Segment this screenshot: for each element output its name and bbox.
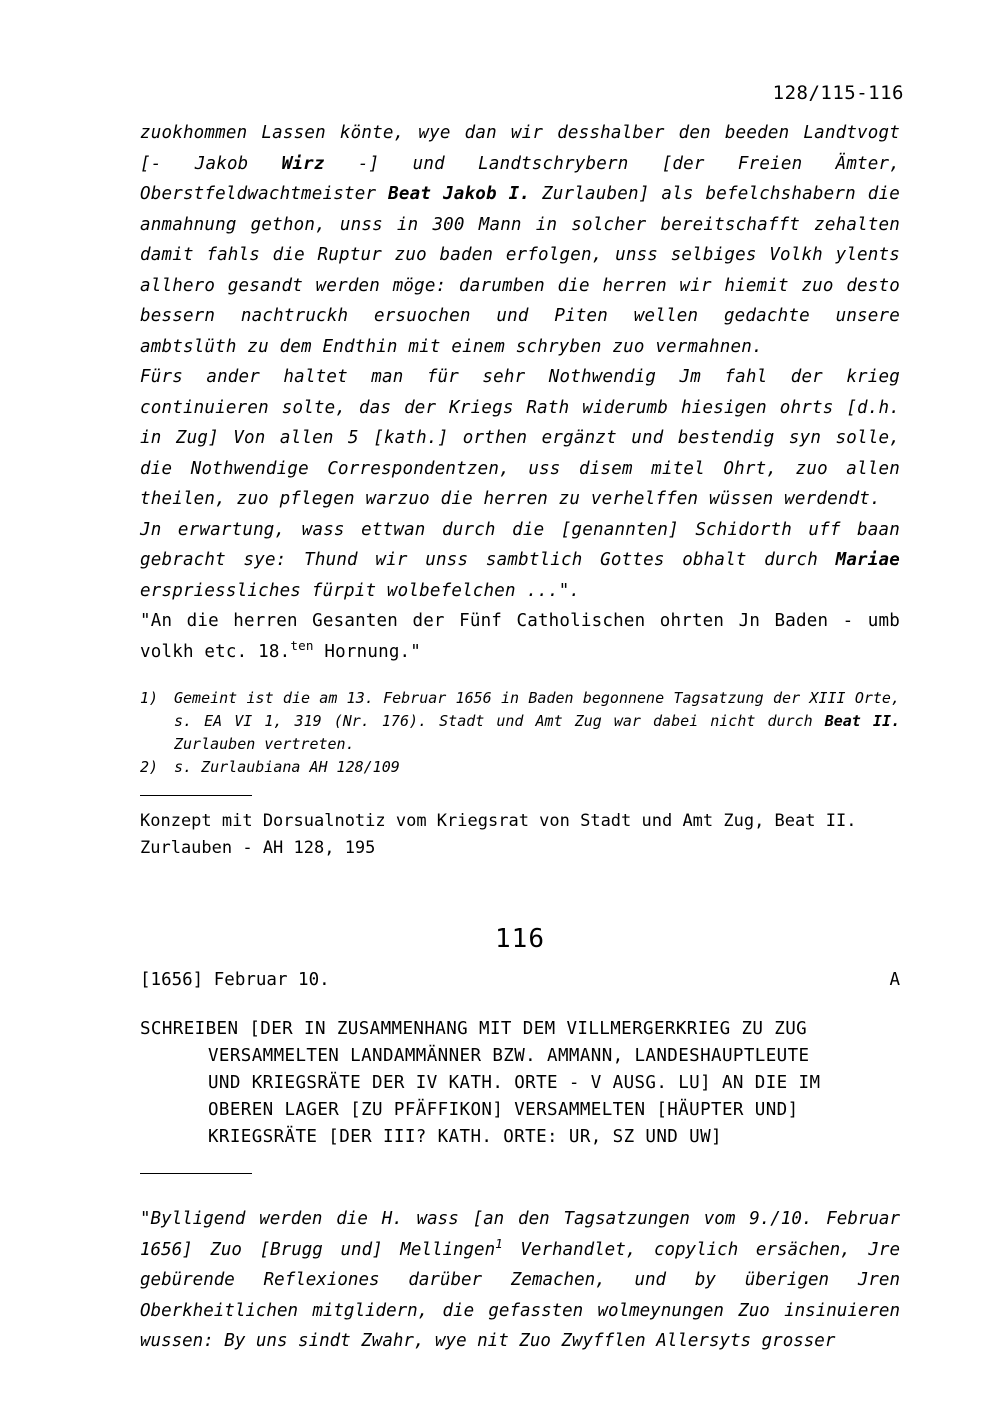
text-run: Jn erwartung, wass ettwan durch die [genannten] Schidorth uff baan gebracht sye: Thund wir unss sambtlich Gottes obhalt durch: [140, 519, 900, 570]
text-run: zuokhommen Lassen könte, wye dan wir desshalber den beeden Landtvogt [- Jakob: [140, 123, 900, 174]
text-run: "Bylligend werden die H. wass [an den Tagsatzungen vom 9./10. Februar 1656] Zuo [Brugg und] Mellingen: [140, 1209, 900, 1260]
text-run: "An die herren Gesanten der Fünf Catholischen ohrten Jn Baden - umb volkh etc. 18.: [140, 611, 900, 662]
regest-line: VERSAMMELTEN LANDAMMÄNNER BZW. AMMANN, LANDESHAUPTLEUTE: [208, 1046, 810, 1066]
regest-line: OBEREN LAGER [ZU PFÄFFIKON] VERSAMMELTEN [HÄUPTER UND]: [208, 1100, 799, 1120]
footnotes: [140, 687, 900, 779]
emphasis-name: Wirz: [281, 153, 325, 174]
ordinal-superscript: ten: [290, 637, 314, 653]
text-run: -] und Landtschrybern [der Freien Ämter, Oberstfeldwachtmeister: [140, 153, 900, 204]
regest-line: KRIEGSRÄTE [DER III? KATH. ORTE: UR, SZ UND UW]: [208, 1127, 722, 1147]
main-text-block: [140, 118, 900, 606]
document-dateline: [140, 970, 900, 990]
text-run: Fürs ander haltet man für sehr Nothwendig Jm fahl der krieg continuieren solte, das der Kriegs Rath widerumb hiesigen ohrts [d.h. in Zug] Von allen 5 [kath.] orthen ergänzt und bestendig syn solle, die Nothwendige Correspondentzen, uss disem mitel Ohrt, zuo allen theilen, zuo pflegen warzuo die herren zu verhelffen wüssen werdendt.: [140, 367, 900, 509]
provenance-note: Konzept mit Dorsualnotiz vom Kriegsrat von Stadt und Amt Zug, Beat II. Zurlauben - AH 128, 195: [140, 811, 857, 858]
text-run: Gemeint ist die am 13. Februar 1656 in Baden begonnene Tagsatzung der XIII Orte, s. EA VI 1, 319 (Nr. 176). Stadt und Amt Zug war dabei nicht durch: [174, 689, 900, 730]
footnote-marker: 1): [140, 689, 159, 707]
emphasis-name: Beat Jakob I.: [388, 184, 531, 204]
address-line: [140, 606, 900, 667]
paragraph: [140, 362, 900, 515]
text-run: erspriessliches fürpit wolbefelchen ...".: [140, 580, 581, 601]
text-run: Verhandlet, copylich ersächen, Jre gebürende Reflexiones darüber Zemachen, und by überigen Jren Oberkheitlichen mitglidern, die gefassten wolmeynungen Zuo insinuieren wussen: By uns sindt Zwahr, wye nit Zuo Zwyfflen Allersyts grosser: [140, 1239, 900, 1351]
tail-text: [140, 1204, 900, 1357]
document-content: [140, 118, 900, 1357]
text-run: Zurlauben vertreten.: [174, 735, 355, 753]
paragraph: [140, 515, 900, 607]
footnote-1: [140, 687, 900, 756]
footnote-text: [174, 687, 900, 756]
horizontal-rule: [140, 795, 252, 796]
regest-line: UND KRIEGSRÄTE DER IV KATH. ORTE - V AUSG. LU] AN DIE IM: [208, 1073, 821, 1093]
emphasis-name: Mariae: [835, 550, 900, 570]
footnote-text: [174, 756, 900, 779]
footnote-reference: 1: [495, 1235, 503, 1251]
text-run: s. Zurlaubiana AH 128/109: [174, 758, 400, 776]
horizontal-rule: [140, 1173, 252, 1174]
footnote-marker: 2): [140, 758, 159, 776]
document-siglum: A: [889, 970, 900, 990]
emphasis-name: Beat II.: [824, 712, 901, 730]
paragraph: [140, 118, 900, 362]
folio-number: 128/115-116: [772, 82, 904, 104]
text-run: Hornung.": [313, 641, 422, 662]
regest-line: SCHREIBEN [DER IN ZUSAMMENHANG MIT DEM VILLMERGERKRIEG ZU ZUG: [140, 1019, 808, 1039]
document-number: 116: [495, 924, 545, 954]
text-run: Zurlauben] als befelchshabern die anmahnung gethon, unss in 300 Mann in solcher bereitschafft zehalten damit fahls die Ruptur zuo baden erfolgen, unss selbiges Volkh ylents allhero gesandt werden möge: darumben die herren wir hiemit zuo desto bessern nachtruckh ersuochen und Piten wellen gedachte unsere ambtslüth zu dem Endthin mit einem schryben zuo vermahnen.: [140, 184, 900, 357]
footnote-2: [140, 756, 900, 779]
document-regest: [140, 1016, 900, 1151]
document-date: [1656] Februar 10.: [140, 970, 330, 990]
